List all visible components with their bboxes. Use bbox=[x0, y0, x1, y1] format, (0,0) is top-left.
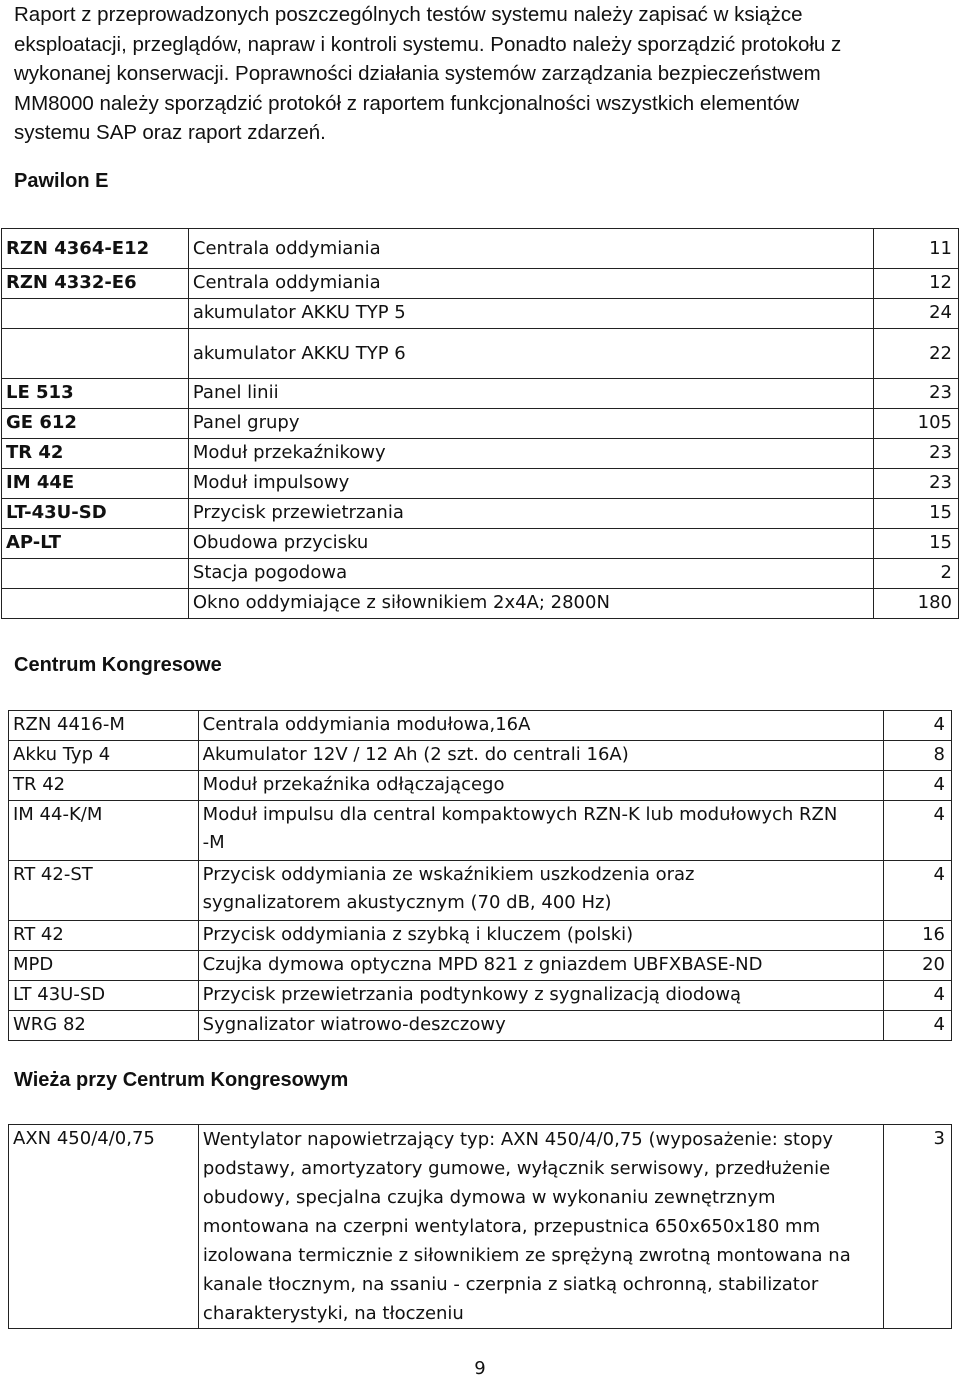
intro-line: wykonanej konserwacji. Poprawności działania systemów zarządzania bezpieczeństwem bbox=[14, 62, 821, 85]
item-quantity: 11 bbox=[874, 229, 959, 269]
intro-line: systemu SAP oraz raport zdarzeń. bbox=[14, 121, 326, 144]
item-description: Przycisk przewietrzania podtynkowy z sygnalizacją diodową bbox=[198, 981, 883, 1011]
item-code: RT 42 bbox=[9, 921, 199, 951]
item-quantity: 4 bbox=[884, 771, 952, 801]
item-code: LE 513 bbox=[2, 379, 189, 409]
item-quantity: 2 bbox=[874, 559, 959, 589]
item-code: LT-43U-SD bbox=[2, 499, 189, 529]
item-description: Panel grupy bbox=[188, 409, 873, 439]
item-description: Sygnalizator wiatrowo-deszczowy bbox=[198, 1011, 883, 1041]
item-code: AP-LT bbox=[2, 529, 189, 559]
item-quantity: 105 bbox=[874, 409, 959, 439]
item-code: IM 44E bbox=[2, 469, 189, 499]
item-description: Przycisk oddymiania z szybką i kluczem (polski) bbox=[198, 921, 883, 951]
table-row bbox=[9, 921, 952, 951]
table-row bbox=[2, 299, 959, 329]
item-quantity: 20 bbox=[884, 951, 952, 981]
item-description: Obudowa przycisku bbox=[188, 529, 873, 559]
table-row bbox=[9, 771, 952, 801]
table-row bbox=[9, 981, 952, 1011]
table-row bbox=[9, 951, 952, 981]
equipment-table-wieza bbox=[8, 1124, 952, 1329]
item-description: Okno oddymiające z siłownikiem 2x4A; 2800N bbox=[188, 589, 873, 619]
item-description: Moduł przekaźnikowy bbox=[188, 439, 873, 469]
table-row bbox=[2, 329, 959, 379]
table-row bbox=[2, 439, 959, 469]
table-row bbox=[2, 529, 959, 559]
item-quantity: 4 bbox=[884, 981, 952, 1011]
equipment-table-pawilon-e bbox=[1, 228, 959, 619]
table-row bbox=[2, 269, 959, 299]
item-code: RT 42-ST bbox=[9, 861, 199, 921]
item-code: TR 42 bbox=[9, 771, 199, 801]
item-description: Moduł przekaźnika odłączającego bbox=[198, 771, 883, 801]
table-row bbox=[9, 711, 952, 741]
item-description: Centrala oddymiania bbox=[188, 229, 873, 269]
item-code: RZN 4416-M bbox=[9, 711, 199, 741]
item-code: GE 612 bbox=[2, 409, 189, 439]
table-row bbox=[9, 801, 952, 861]
item-description: Przycisk przewietrzania bbox=[188, 499, 873, 529]
item-description: Centrala oddymiania modułowa,16A bbox=[198, 711, 883, 741]
item-quantity: 23 bbox=[874, 469, 959, 499]
item-quantity: 4 bbox=[884, 711, 952, 741]
item-description: akumulator AKKU TYP 6 bbox=[188, 329, 873, 379]
table-row bbox=[9, 861, 952, 921]
item-quantity: 23 bbox=[874, 379, 959, 409]
item-code: RZN 4364-E12 bbox=[2, 229, 189, 269]
section-heading-centrum-kongresowe: Centrum Kongresowe bbox=[14, 654, 222, 676]
section-heading-wieza: Wieża przy Centrum Kongresowym bbox=[14, 1069, 349, 1091]
table-row bbox=[2, 379, 959, 409]
item-description: Moduł impulsowy bbox=[188, 469, 873, 499]
equipment-table-centrum-kongresowe bbox=[8, 710, 952, 1041]
item-code bbox=[2, 559, 189, 589]
item-quantity: 4 bbox=[884, 1011, 952, 1041]
table-row bbox=[2, 589, 959, 619]
item-description: Moduł impulsu dla central kompaktowych RZN-K lub modułowych RZN -M bbox=[198, 801, 883, 861]
item-quantity: 8 bbox=[884, 741, 952, 771]
item-description: Przycisk oddymiania ze wskaźnikiem uszkodzenia oraz sygnalizatorem akustycznym (70 dB, 400 Hz) bbox=[198, 861, 883, 921]
item-quantity: 15 bbox=[874, 499, 959, 529]
item-code: WRG 82 bbox=[9, 1011, 199, 1041]
item-quantity: 180 bbox=[874, 589, 959, 619]
item-quantity: 12 bbox=[874, 269, 959, 299]
table-row bbox=[2, 469, 959, 499]
item-quantity: 4 bbox=[884, 801, 952, 861]
table-row bbox=[9, 1011, 952, 1041]
item-code bbox=[2, 329, 189, 379]
item-description: akumulator AKKU TYP 5 bbox=[188, 299, 873, 329]
table-row bbox=[2, 559, 959, 589]
table-row bbox=[2, 229, 959, 269]
intro-line: Raport z przeprowadzonych poszczególnych testów systemu należy zapisać w książce bbox=[14, 3, 803, 26]
item-code: MPD bbox=[9, 951, 199, 981]
item-quantity: 3 bbox=[884, 1125, 952, 1329]
item-description: Akumulator 12V / 12 Ah (2 szt. do centrali 16A) bbox=[198, 741, 883, 771]
item-quantity: 4 bbox=[884, 861, 952, 921]
item-description: Panel linii bbox=[188, 379, 873, 409]
item-code: LT 43U-SD bbox=[9, 981, 199, 1011]
item-quantity: 15 bbox=[874, 529, 959, 559]
item-description: Czujka dymowa optyczna MPD 821 z gniazdem UBFXBASE-ND bbox=[198, 951, 883, 981]
item-code: RZN 4332-E6 bbox=[2, 269, 189, 299]
item-code bbox=[2, 589, 189, 619]
item-code: AXN 450/4/0,75 bbox=[9, 1125, 199, 1329]
section-heading-pawilon-e: Pawilon E bbox=[14, 170, 109, 192]
intro-line: eksploatacji, przeglądów, napraw i kontroli systemu. Ponadto należy sporządzić protokołu z bbox=[14, 32, 842, 56]
item-quantity: 22 bbox=[874, 329, 959, 379]
table-row bbox=[2, 499, 959, 529]
page-number: 9 bbox=[474, 1358, 486, 1379]
item-code bbox=[2, 299, 189, 329]
item-code: TR 42 bbox=[2, 439, 189, 469]
intro-line: MM8000 należy sporządzić protokół z raportem funkcjonalności wszystkich elementów bbox=[14, 91, 800, 115]
item-quantity: 24 bbox=[874, 299, 959, 329]
table-row bbox=[2, 409, 959, 439]
item-quantity: 23 bbox=[874, 439, 959, 469]
item-quantity: 16 bbox=[884, 921, 952, 951]
item-code: IM 44-K/M bbox=[9, 801, 199, 861]
item-code: Akku Typ 4 bbox=[9, 741, 199, 771]
intro-paragraph bbox=[14, 0, 944, 148]
item-description: Centrala oddymiania bbox=[188, 269, 873, 299]
item-description: Stacja pogodowa bbox=[188, 559, 873, 589]
table-row bbox=[9, 1125, 952, 1329]
item-description: Wentylator napowietrzający typ: AXN 450/4/0,75 (wyposażenie: stopy podstawy, amortyzatory gumowe, wyłącznik serwisowy, przedłużenie obudowy, specjalna czujka dymowa w wykonaniu zewnętrznym montowana na czerpni wentylatora, przepustnica 650x650x180 mm izolowana termicznie z siłownikiem ze sprężyną zwrotną montowana na kanale tłocznym, na ssaniu - czerpnia z siatką ochronną, stabilizator charakterystyki, na tłoczeniu bbox=[198, 1125, 883, 1329]
table-row bbox=[9, 741, 952, 771]
